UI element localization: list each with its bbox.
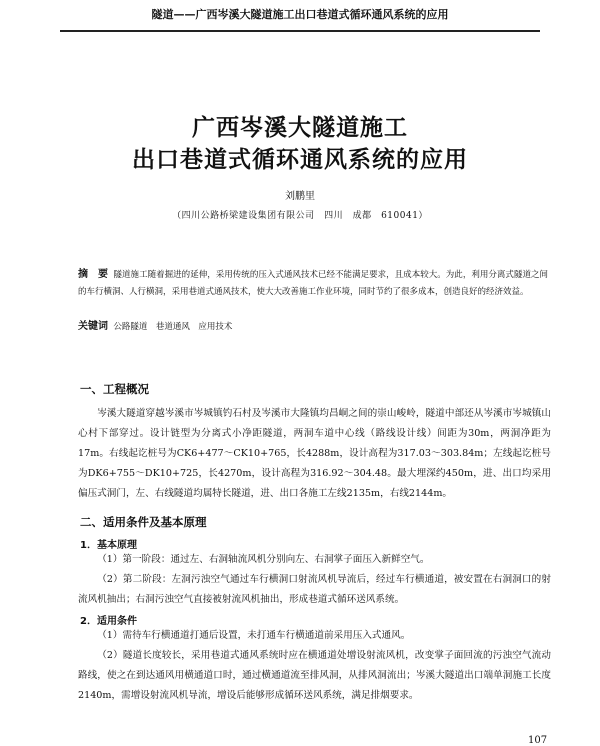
running-header: 隧道——广西岑溪大隧道施工出口巷道式循环通风系统的应用	[151, 8, 449, 21]
abstract	[78, 266, 548, 301]
author: 刘鹏里	[285, 191, 315, 202]
subsection-heading-1: 1．基本原理	[80, 540, 137, 551]
section-heading-2: 二、适用条件及基本原理	[80, 515, 207, 529]
section-heading-1: 一、工程概况	[80, 382, 149, 396]
subsection-heading-2: 2．适用条件	[80, 616, 137, 627]
subsection-2-paragraph-1: （1）需待车行横通道打通后设置，未打通车行横通道前采用压入式通风。	[97, 630, 411, 641]
title-line-2: 出口巷道式循环通风系统的应用	[132, 147, 468, 173]
affiliation: （四川公路桥梁建设集团有限公司 四川 成都 610041）	[172, 211, 428, 221]
subsection-2-paragraph-2: （2）隧道长度较长，采用巷道式通风系统时应在横通道处增设射流风机，改变掌子面回流的污浊空气流动路线，使之在到达通风用横通道口时，通过横通道流至排风洞，从排风洞流出；岑溪大隧道出口端单洞施工长度2140m，需增设射流风机导流，增设后能够形成循环送风系统，满足排烟要求。	[78, 650, 551, 701]
title-line-1: 广西岑溪大隧道施工	[192, 115, 408, 141]
keywords-text: 公路隧道 巷道通风 应用技术	[113, 322, 233, 332]
abstract-text: 隧道施工随着掘进的延伸，采用传统的压入式通风技术已经不能满足要求，且成本较大。为此，利用分离式隧道之间的车行横洞、人行横洞，采用巷道式通风技术，使大大改善施工作业环境，同时节约了很多成本，创造良好的经济效益。	[78, 270, 549, 297]
abstract-label: 摘 要	[78, 269, 109, 280]
paper-title	[0, 112, 600, 176]
subsection-1-paragraph-2: （2）第二阶段：左洞污浊空气通过车行横洞口射流风机导流后，经过车行横通道，被安置在右洞洞口的射流风机抽出；右洞污浊空气直接被射流风机抽出，形成巷道式循环送风系统。	[78, 574, 551, 605]
keywords	[78, 318, 548, 336]
keywords-label: 关键词	[78, 321, 108, 332]
page-number: 107	[528, 735, 548, 746]
header-rule	[60, 30, 540, 32]
subsection-1-paragraph-1: （1）第一阶段：通过左、右洞轴流风机分别向左、右洞掌子面压入新鲜空气。	[97, 554, 430, 565]
section-1-paragraph: 岑溪大隧道穿越岑溪市岑城镇钓石村及岑溪市大隆镇均昌峒之间的崇山峻岭，隧道中部还从岑溪市岑城镇山心村下部穿过。设计链型为分离式小净距隧道，两洞车道中心线（路线设计线）间距为30m，两洞净距为17m。右线起讫桩号为CK6+477～CK10+765，长4288m，设计高程为317.03～303.84m；左线起讫桩号为DK6+755～DK10+725，长4270m，设计高程为316.92～304.48。最大埋深约450m，进、出口均采用偏压式洞门，左、右线隧道均属特长隧道，进、出口各施工左线2135m，右线2144m。	[78, 408, 551, 499]
